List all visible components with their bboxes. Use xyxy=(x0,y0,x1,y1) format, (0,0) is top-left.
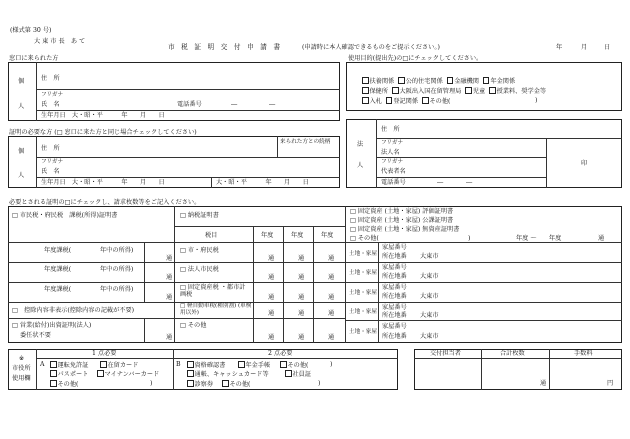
purpose-option-child[interactable]: 児童 xyxy=(465,88,485,95)
cert-fixed-asset-levy[interactable]: □ 固定資産 (土地・家屋) 公課証明書 xyxy=(350,217,454,224)
corporation-phone-dash-2: ― xyxy=(466,179,473,186)
applicant-phone-label: 電話番号 xyxy=(177,101,202,108)
tax-item-column-header: 税目 xyxy=(205,232,218,239)
checkbox[interactable] xyxy=(50,380,57,387)
nendo-range: 年度 〜 年度 xyxy=(516,235,562,242)
id-b-employee-id[interactable]: 社員証 xyxy=(285,370,311,378)
total-copies-label: 合計枚数 xyxy=(500,350,525,357)
id-a-mynumber-card[interactable]: マイナンバーカード xyxy=(97,370,159,378)
tax-row-light-vehicle[interactable]: □ 軽自動車税(種別割) (車検用以外) xyxy=(180,303,252,316)
id-b-other-2[interactable]: その他( xyxy=(222,380,250,388)
checkbox[interactable] xyxy=(465,87,472,94)
land-bldg-label-1: 土地・家屋 xyxy=(349,251,377,257)
purpose-option-health-center[interactable]: 保健所 xyxy=(362,88,388,95)
id-group-b-label: B xyxy=(176,361,181,368)
tax-copies-3a: 通 xyxy=(268,294,275,301)
subject-side-label-1: 個 xyxy=(18,148,25,155)
corporation-name-label: 法人名 xyxy=(381,149,400,156)
office-note-mark: ※ xyxy=(19,355,25,362)
checkbox[interactable] xyxy=(285,370,292,377)
cert-income-label-1: 年中の所得) xyxy=(100,247,134,254)
checkbox[interactable] xyxy=(447,77,454,84)
house-no-label-3: 家屋番号 xyxy=(382,284,407,291)
cert-proxy-not-required: 委任状不要 xyxy=(20,332,51,339)
nendo-header-1: 年度 xyxy=(261,232,274,239)
tax-copies-1b: 通 xyxy=(298,255,305,262)
id-b-other-1-close: ) xyxy=(330,361,333,368)
id-b-other-2-close: ) xyxy=(318,380,321,387)
checkbox[interactable] xyxy=(50,361,57,368)
tax-copies-4c: 通 xyxy=(328,310,335,317)
id-b-pension-book[interactable]: 年金手帳 xyxy=(238,361,270,369)
land-bldg-label-2: 土地・家屋 xyxy=(349,270,377,276)
cert-fixed-asset-other[interactable]: □ その他( xyxy=(350,235,379,242)
applicant-address-field[interactable] xyxy=(75,75,330,82)
cert-copies-1: 通 xyxy=(166,255,173,262)
representative-name-label: 代表者名 xyxy=(381,168,406,175)
checkbox[interactable] xyxy=(398,77,405,84)
subject-address-label: 住 所 xyxy=(41,145,60,152)
location-label-2: 所在地番 xyxy=(382,273,407,280)
purpose-section-label: 使用目的(提出先)の□にチェックしてください。 xyxy=(348,55,483,62)
cert-year-label-1: 年度課税( xyxy=(44,247,72,254)
fee-label: 手数料 xyxy=(574,350,593,357)
purpose-option-tuition[interactable]: 授業料、奨学金等 xyxy=(489,88,546,95)
purpose-other-close: ) xyxy=(535,97,538,104)
office-use-label: 使用欄 xyxy=(12,375,31,382)
cert-income-label-3: 年中の所得) xyxy=(100,286,134,293)
id-a-residence-card[interactable]: 在留カード xyxy=(100,361,138,369)
checkbox[interactable] xyxy=(386,97,393,104)
land-bldg-label-5: 土地・家屋 xyxy=(349,329,377,335)
fee-unit: 円 xyxy=(607,380,614,387)
applicant-birthdate: 生年月日 大・昭・平 年 月 日 xyxy=(41,112,165,119)
applicant-phone-dash-2: ― xyxy=(269,101,276,108)
purpose-option-immigration[interactable]: 大阪出入国在留管理局 xyxy=(392,88,461,95)
subject-address-field[interactable] xyxy=(75,145,265,152)
city-label-5: 大東市 xyxy=(420,333,439,340)
checkbox[interactable] xyxy=(222,380,229,387)
purpose-option-registry[interactable]: 登記関係 xyxy=(386,98,418,105)
purpose-option-bid[interactable]: 入札 xyxy=(362,98,382,105)
checkbox[interactable] xyxy=(100,361,107,368)
purpose-option-dependents[interactable]: 扶養関係 xyxy=(362,78,394,85)
id-b-bankbook[interactable]: 通帳、キャッシュカード等 xyxy=(187,370,269,378)
certificates-instruction: 必要とされる証明の□にチェックし、請求枚数等をご記入ください。 xyxy=(9,199,201,206)
checkbox[interactable] xyxy=(362,87,369,94)
fixed-asset-copies: 通 xyxy=(598,235,605,242)
nendo-header-3: 年度 xyxy=(321,232,334,239)
cert-year-label-3: 年度課税( xyxy=(44,286,72,293)
applicant-name-label: 氏 名 xyxy=(41,101,60,108)
corporation-address-field[interactable] xyxy=(410,126,615,133)
tax-row-corporate[interactable]: □ 法人市民税 xyxy=(180,266,219,273)
checkbox[interactable] xyxy=(362,77,369,84)
checkbox[interactable] xyxy=(392,87,399,94)
purpose-option-pension[interactable]: 年金関係 xyxy=(483,78,515,85)
tax-copies-5c: 通 xyxy=(328,334,335,341)
corporation-side-label-1: 法 xyxy=(357,141,364,148)
id-group-a-label: A xyxy=(40,361,45,368)
purpose-row-1 xyxy=(362,77,515,85)
tax-copies-3b: 通 xyxy=(298,294,305,301)
clerk-label: 交付担当者 xyxy=(430,350,461,357)
purpose-option-public-housing[interactable]: 公的住宅関係 xyxy=(398,78,443,85)
land-bldg-label-4: 土地・家屋 xyxy=(349,309,377,315)
applicant-name-field[interactable] xyxy=(75,101,170,108)
tax-copies-1c: 通 xyxy=(328,255,335,262)
one-required-label: 1 点必要 xyxy=(92,350,117,357)
date-year-label: 年 xyxy=(556,44,563,51)
subject-name-label: 氏 名 xyxy=(41,168,60,175)
date-month-label: 月 xyxy=(581,44,588,51)
cert-fixed-asset-other-close: ) xyxy=(468,235,471,242)
applicant-side-label-1: 個 xyxy=(18,78,25,85)
cert-tax-payment[interactable]: □ 納税証明書 xyxy=(180,212,219,219)
id-a-passport[interactable]: パスポート xyxy=(50,370,88,378)
location-label-4: 所在地番 xyxy=(382,312,407,319)
tax-copies-2b: 通 xyxy=(298,274,305,281)
purpose-option-financial[interactable]: 金融機関 xyxy=(447,78,479,85)
cert-resident-tax[interactable]: □ 市民税・府民税 課税(所得)証明書 xyxy=(12,212,118,219)
checkbox[interactable] xyxy=(489,87,496,94)
applicant-phone-dash-1: ― xyxy=(231,101,238,108)
tax-copies-2a: 通 xyxy=(268,274,275,281)
tax-copies-1a: 通 xyxy=(268,255,275,262)
city-label-4: 大東市 xyxy=(420,312,439,319)
id-a-drivers-license[interactable]: 運転免許証 xyxy=(50,361,88,369)
tax-row-fixed-asset[interactable]: □ 固定資産税 ・都市計画税 xyxy=(180,284,246,298)
tax-row-other[interactable]: □ その他 xyxy=(180,322,207,329)
cert-income-label-2: 年中の所得) xyxy=(100,266,134,273)
cert-fixed-asset-evaluation[interactable]: □ 固定資産 (土地・家屋) 評価証明書 xyxy=(350,208,454,215)
city-label-2: 大東市 xyxy=(420,273,439,280)
location-label-1: 所在地番 xyxy=(382,253,407,260)
tax-row-municipal[interactable]: □ 市・府民税 xyxy=(180,247,219,254)
nendo-header-2: 年度 xyxy=(291,232,304,239)
cert-copies-3: 通 xyxy=(166,294,173,301)
checkbox[interactable] xyxy=(280,361,287,368)
checkbox[interactable] xyxy=(187,380,194,387)
page-title: 市 税 証 明 交 付 申 請 書 xyxy=(168,43,281,51)
cert-hide-deductions[interactable]: □ 控除内容非表示(控除内容の記載が不要) xyxy=(12,307,135,314)
applicant-furigana-label: フリガナ xyxy=(41,92,64,98)
two-required-label: 2 点必要 xyxy=(268,350,293,357)
total-copies-unit: 通 xyxy=(540,380,547,387)
addressee: 大 東 市 長 あ て xyxy=(34,38,86,45)
house-no-label-1: 家屋番号 xyxy=(382,244,407,251)
cert-year-label-2: 年度課税( xyxy=(44,266,72,273)
subject-furigana-label: フリガナ xyxy=(41,159,64,165)
land-bldg-label-3: 土地・家屋 xyxy=(349,290,377,296)
tax-copies-5a: 通 xyxy=(268,334,275,341)
checkbox[interactable] xyxy=(238,361,245,368)
location-label-3: 所在地番 xyxy=(382,293,407,300)
representative-furigana-label: フリガナ xyxy=(381,159,404,165)
corporation-side-label-2: 人 xyxy=(357,162,364,169)
tax-copies-3c: 通 xyxy=(328,294,335,301)
id-b-qualification-cert[interactable]: 資格確認書 xyxy=(187,361,225,369)
checkbox[interactable] xyxy=(187,361,194,368)
checkbox[interactable] xyxy=(50,370,57,377)
subject-section-label: 証明の必要な方 (□ 窓口に来た方と同じ場合チェックしてください) xyxy=(9,129,197,136)
corporation-furigana-label: フリガナ xyxy=(381,140,404,146)
applicant-address-label: 住 所 xyxy=(41,75,60,82)
subject-name-field[interactable] xyxy=(75,168,315,175)
purpose-row-3 xyxy=(362,97,450,105)
id-a-other-close: ) xyxy=(150,380,153,387)
date-day-label: 日 xyxy=(604,44,611,51)
corporation-phone-label: 電話番号 xyxy=(381,179,406,186)
checkbox[interactable] xyxy=(422,97,429,104)
corporation-address-label: 住 所 xyxy=(381,126,400,133)
id-b-patient-card[interactable]: 診察券 xyxy=(187,380,213,388)
checkbox[interactable] xyxy=(97,370,104,377)
applicant-section-label: 窓口に来られた方 xyxy=(9,55,59,62)
tax-copies-4b: 通 xyxy=(298,310,305,317)
checkbox[interactable] xyxy=(187,370,194,377)
id-a-other[interactable]: その他( xyxy=(50,380,78,388)
city-label-1: 大東市 xyxy=(420,253,439,260)
id-b-other-1[interactable]: その他( xyxy=(280,361,308,369)
office-label: 市役所 xyxy=(12,365,31,372)
cert-copies-4: 通 xyxy=(166,334,173,341)
tax-copies-5b: 通 xyxy=(298,334,305,341)
subject-birthdate: 生年月日 大・昭・平 年 月 日 xyxy=(41,179,165,186)
form-number: (様式第 30 号) xyxy=(10,27,52,34)
tax-copies-2c: 通 xyxy=(328,274,335,281)
house-no-label-4: 家屋番号 xyxy=(382,304,407,311)
cert-copies-2: 通 xyxy=(166,274,173,281)
purpose-row-2 xyxy=(362,87,546,95)
house-no-label-5: 家屋番号 xyxy=(382,323,407,330)
checkbox[interactable] xyxy=(362,97,369,104)
subject-side-label-2: 人 xyxy=(18,172,25,179)
applicant-side-label-2: 人 xyxy=(18,103,25,110)
seal-mark: 印 xyxy=(581,160,588,167)
purpose-option-other[interactable]: その他( xyxy=(422,98,450,105)
cert-no-asset[interactable]: □ 固定資産 (土地・家屋) 無資産証明書 xyxy=(350,226,460,233)
location-label-5: 所在地番 xyxy=(382,333,407,340)
checkbox[interactable] xyxy=(483,77,490,84)
cert-business-investment[interactable]: □ 営業(給付)出資証明(法人) xyxy=(12,322,92,329)
subject-relation-label: 来られた方との続柄 xyxy=(280,139,331,145)
tax-copies-4a: 通 xyxy=(268,310,275,317)
house-no-label-2: 家屋番号 xyxy=(382,264,407,271)
subject-other-date: 大・昭・平 年 月 日 xyxy=(216,179,309,186)
corporation-phone-dash-1: ― xyxy=(437,179,444,186)
city-label-3: 大東市 xyxy=(420,293,439,300)
title-note: (申請時に本人確認できるものをご提示ください。) xyxy=(302,44,440,51)
